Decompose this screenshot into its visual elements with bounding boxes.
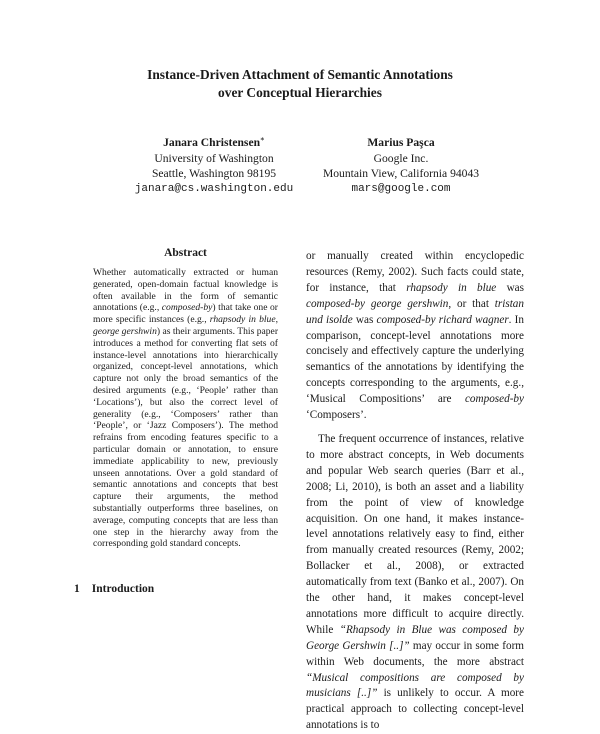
text-run: was xyxy=(496,281,524,294)
text-run: was xyxy=(352,313,377,326)
author-name: Janara Christensen∗ xyxy=(163,135,265,149)
text-run: , or that xyxy=(448,297,495,310)
text-run: or manually created within encyclopedic resources (Remy, 2002). Such facts could state, for instance, that xyxy=(306,250,524,294)
author-email: mars@google.com xyxy=(351,182,451,195)
italic-text: composed-by george gershwin xyxy=(306,297,449,310)
author-address: Seattle, Washington 98195 xyxy=(151,167,277,180)
abstract-text xyxy=(93,267,278,550)
italic-text: george gershwin xyxy=(93,325,157,337)
italic-text: “Musical compositions are composed by musicians [..]” xyxy=(306,671,524,700)
author-name: Marius Paşca xyxy=(367,136,435,149)
text-run: The frequent occurrence of instances, relative to more abstract concepts, in Web documents and popular Web search queries (Barr et al., 2008; Li, 2010), is both an asset and a liability from the point of view of knowledge acquisition. On one hand, it makes instance-level annotations relatively easy to find, either from manually created resources (Remy, 2002; Bollacker et al., 2008), or extracted automatically from text (Banko et al., 2007). On the other hand, it makes concept-level annotations more difficult to acquire directly. While xyxy=(306,432,524,636)
paper-title-line-1: Instance-Driven Attachment of Semantic Annotations xyxy=(147,67,453,82)
italic-text: composed-by xyxy=(464,393,524,406)
right-column-text xyxy=(306,249,524,734)
text-run: ) that take one or more specific instances (e.g., xyxy=(93,302,278,326)
italic-text: rhapsody in blue xyxy=(209,314,276,326)
author-email: janara@cs.washington.edu xyxy=(134,182,294,195)
paper-title-line-2: over Conceptual Hierarchies xyxy=(218,85,382,100)
paragraph xyxy=(306,432,524,734)
abstract-heading: Abstract xyxy=(164,247,207,259)
italic-text: “Rhapsody in Blue was composed by George Gershwin [..]” xyxy=(306,623,524,652)
italic-text: tristan und isolde xyxy=(306,297,524,326)
text-run: may occur in some form within Web documents, the more abstract xyxy=(306,639,525,668)
footnote-mark: ∗ xyxy=(260,135,265,144)
author-affiliation: Google Inc. xyxy=(373,151,429,165)
text-run: is unlikely to occur. A more practical approach to collecting concept-level annotations is to xyxy=(306,687,524,732)
author-affiliation: University of Washington xyxy=(154,151,274,165)
text-run: ‘Composers’. xyxy=(306,409,367,422)
text-run: Whether automatically extracted or human generated, open-domain factual knowledge is often available in the form of semantic annotations (e.g., xyxy=(93,267,278,314)
text-run: ) as their arguments. This paper introduces a method for converting flat sets of instance-level annotations into hierarchically organized, concept-level annotations, which capture not only the broad semantics of the desired arguments (e.g., ‘People’ rather than ‘Locations’), but also the correct level of generality (e.g., ‘Composers’ rather than ‘People’, or ‘Jazz Composers’). The method refrains from encoding features specific to a particular domain or annotation, to ensure immediate applicability to new, previously unseen annotations. Over a gold standard of semantic annotations and concepts that best capture their arguments, the method substantially outperforms three baselines, on average, computing concepts that are less than one step in the hierarchy away from the corresponding gold standard concepts. xyxy=(93,325,279,550)
section-heading xyxy=(74,583,166,595)
italic-text: composed-by richard wagner xyxy=(376,313,509,326)
text-run: . In comparison, concept-level annotations more concisely and effectively capture the underlying semantics of the annotations by identifying the concepts corresponding to the arguments, e.g., ‘Musical Compositions’ are xyxy=(306,313,524,406)
section-number: 1 xyxy=(74,583,80,595)
paragraph xyxy=(306,249,524,424)
author-block-2 xyxy=(291,135,511,197)
section-title: Introduction xyxy=(91,583,155,595)
italic-text: rhapsody in blue xyxy=(406,281,497,294)
italic-text: composed-by xyxy=(161,302,213,314)
text-run: , xyxy=(275,314,278,326)
author-address: Mountain View, California 94043 xyxy=(322,167,480,180)
